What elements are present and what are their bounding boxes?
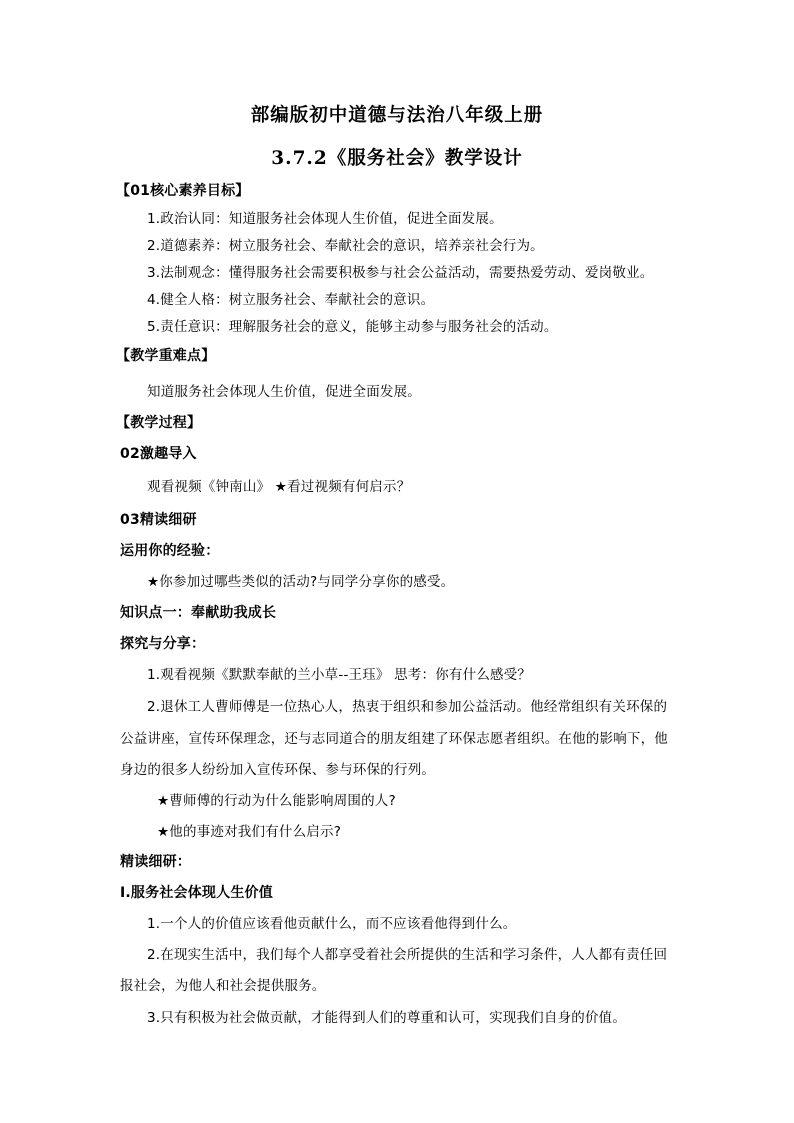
section-keypoints-heading: 【教学重难点】 — [116, 348, 216, 364]
point-item-2-line-2: 报社会，为他人和社会提供服务。 — [120, 978, 326, 994]
document-title: 部编版初中道德与法治八年级上册 — [250, 105, 544, 126]
explore-item-1: 1.观看视频《默默奉献的兰小草--王珏》 思考：你有什么感受？ — [147, 667, 532, 683]
keypoints-text: 知道服务社会体现人生价值，促进全面发展。 — [147, 384, 421, 400]
intro-text: 观看视频《钟南山》 ★看过视频有何启示？ — [147, 479, 411, 495]
explore-item-2-line-3: 身边的很多人纷纷加入宣传环保、参与环保的行列。 — [120, 762, 436, 778]
study-heading: 03精读细研 — [120, 512, 197, 528]
goal-item-5: 5.责任意识：理解服务社会的意义，能够主动参与服务社会的活动。 — [147, 319, 558, 335]
section-process-heading: 【教学过程】 — [116, 415, 202, 431]
experience-heading: 运用你的经验： — [120, 543, 220, 559]
goal-item-2: 2.道德素养：树立服务社会、奉献社会的意识，培养亲社会行为。 — [147, 238, 544, 254]
point-heading: Ⅰ.服务社会体现人生价值 — [120, 885, 273, 901]
explore-question-2: ★他的事迹对我们有什么启示? — [157, 824, 342, 840]
explore-heading: 探究与分享： — [120, 636, 206, 652]
section-goals-heading: 【01核心素养目标】 — [116, 183, 250, 199]
deep-study-heading: 精读细研： — [120, 854, 191, 870]
goal-item-3: 3.法制观念：懂得服务社会需要积极参与社会公益活动，需要热爱劳动、爱岗敬业。 — [147, 265, 654, 281]
experience-text: ★你参加过哪些类似的活动?与同学分享你的感受。 — [147, 574, 455, 590]
document-subtitle: 3.7.2《服务社会》教学设计 — [271, 148, 523, 169]
intro-heading: 02激趣导入 — [120, 446, 197, 462]
point-item-1: 1.一个人的价值应该看他贡献什么，而不应该看他得到什么。 — [147, 916, 517, 932]
knowledge-heading: 知识点一：奉献助我成长 — [120, 605, 277, 621]
point-item-3: 3.只有积极为社会做贡献，才能得到人们的尊重和认可，实现我们自身的价值。 — [147, 1010, 627, 1026]
explore-item-2-line-1: 2.退休工人曹师傅是一位热心人，热衷于组织和参加公益活动。他经常组织有关环保的 — [147, 699, 668, 715]
explore-question-1: ★曹师傅的行动为什么能影响周围的人? — [157, 793, 396, 809]
explore-item-2-line-2: 公益讲座，宣传环保理念，还与志同道合的朋友组建了环保志愿者组织。在他的影响下，他 — [120, 731, 668, 747]
point-item-2-line-1: 2.在现实生活中，我们每个人都享受着社会所提供的生活和学习条件，人人都有责任回 — [147, 947, 668, 963]
goal-item-4: 4.健全人格：树立服务社会、奉献社会的意识。 — [147, 292, 435, 308]
goal-item-1: 1.政治认同：知道服务社会体现人生价值，促进全面发展。 — [147, 211, 503, 227]
